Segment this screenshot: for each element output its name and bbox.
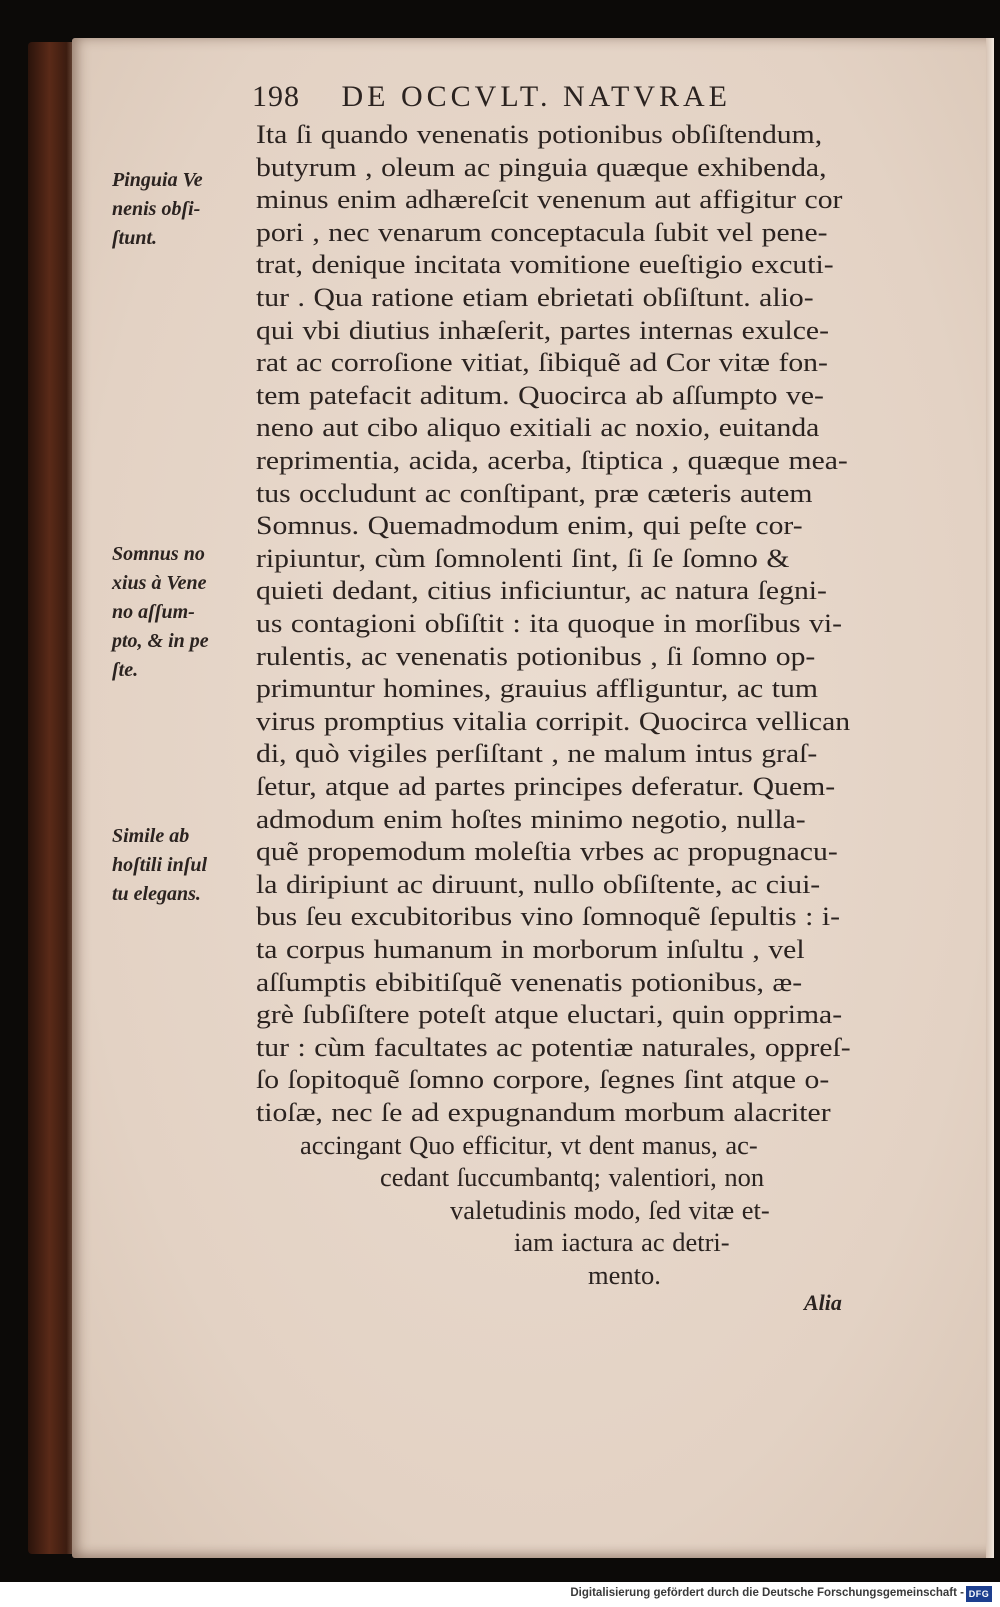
footer-bar	[0, 1582, 1000, 1607]
margin-note-line: Somnus no	[112, 543, 205, 565]
text-line: ta corpus humanum in morborum inſultu , vel	[256, 934, 805, 964]
text-line: reprimentia, acida, acerba, ſtiptica , quæque mea-	[256, 445, 848, 475]
text-line: valetudinis modo, ſed vitæ et-	[450, 1194, 770, 1225]
text-line: qui vbi diutius inhæſerit, partes internas exulce-	[256, 314, 830, 345]
text-line: admodum enim hoſtes minimo negotio, nulla-	[256, 803, 806, 834]
margin-note-line: xius à Vene	[112, 572, 207, 594]
text-line: tur : cùm facultates ac potentiæ naturales, oppreſ-	[256, 1031, 851, 1062]
margin-note-somnus	[112, 540, 257, 685]
text-line: mento.	[588, 1260, 661, 1290]
text-line: grè ſubſiſtere poteſt atque eluctari, quin opprima-	[256, 999, 843, 1030]
margin-note-line: ſte.	[112, 659, 139, 681]
text-line: minus enim adhæreſcit venenum aut affigitur cor	[256, 184, 843, 215]
page-header	[252, 80, 872, 120]
text-line: primuntur homines, grauius affliguntur, ac tum	[256, 673, 818, 704]
catchword: Alia	[804, 1290, 842, 1315]
page-edge	[986, 38, 994, 1558]
margin-note-pinguia	[112, 166, 257, 253]
text-line: butyrum , oleum ac pinguia quæque exhibenda,	[256, 151, 827, 182]
running-head: DE OCCVLT. NATVRAE	[341, 80, 732, 113]
text-line: ſo ſopitoquẽ ſomno corpore, ſegnes ſint atque o-	[256, 1064, 830, 1095]
text-line: Somnus. Quemadmodum enim, qui peſte cor-	[256, 510, 803, 541]
text-line: neno aut cibo aliquo exitiali ac noxio, euitanda	[256, 412, 820, 443]
dfg-logo: DFG	[966, 1586, 992, 1602]
margin-note-line: no aſſum-	[112, 601, 195, 623]
margin-note-line: nenis obſi-	[112, 198, 201, 220]
text-line: ripiuntur, cùm ſomnolenti ſint, ſi ſe ſomno &	[256, 542, 790, 573]
text-line: Ita ſi quando venenatis potionibus obſiſtendum,	[256, 119, 823, 149]
margin-note-line: ſtunt.	[112, 227, 158, 249]
margin-note-line: Pinguia Ve	[112, 169, 203, 191]
text-line: quẽ propemodum moleſtia vrbes ac propugnacu-	[256, 836, 838, 867]
text-line: di, quò vigiles perſiſtant , ne malum intus graſ-	[256, 738, 818, 769]
book-binding-edge	[28, 42, 76, 1554]
text-line: tioſæ, nec ſe ad expugnandum morbum alacriter	[256, 1097, 831, 1127]
text-line: rulentis, ac venenatis potionibus , ſi ſomno op-	[256, 640, 816, 671]
text-line: rat ac corroſione vitiat, ſibiquẽ ad Cor vitæ fon-	[256, 347, 828, 378]
margin-note-line: pto, & in pe	[112, 630, 209, 652]
text-line: cedant ſuccumbantq; valentiori, non	[380, 1162, 765, 1193]
text-line: aſſumptis ebibitiſquẽ venenatis potionibus, æ-	[256, 966, 803, 997]
margin-note-line: Simile ab	[112, 825, 190, 847]
margin-note-line: tu elegans.	[112, 883, 201, 905]
text-line: quieti dedant, citius inficiuntur, ac natura ſegni-	[256, 575, 827, 606]
margin-note-line: hoſtili inſul	[112, 854, 208, 876]
text-line: la diripiunt ac diruunt, nullo obſiſtente, ac ciui-	[256, 868, 821, 899]
text-line: tus occludunt ac conſtipant, præ cæteris autem	[256, 477, 813, 508]
page-number: 198	[252, 80, 300, 113]
text-line: iam iactura ac detri-	[514, 1227, 730, 1258]
text-line: tur . Qua ratione etiam ebrietati obſiſtunt. alio-	[256, 282, 814, 312]
text-line: ſetur, atque ad partes principes deferatur. Quem-	[256, 771, 836, 801]
text-line: tem patefacit aditum. Quocirca ab aſſumpto ve-	[256, 379, 824, 410]
text-line: pori , nec venarum conceptacula ſubit vel pene-	[256, 216, 828, 247]
text-line: trat, denique incitata vomitione eueſtigio excuti-	[256, 249, 834, 280]
text-line: bus ſeu excubitoribus vino ſomnoquẽ ſepultis : i-	[256, 901, 841, 932]
margin-note-simile	[112, 822, 257, 909]
text-line: us contagioni obſiſtit : ita quoque in morſibus vi-	[256, 608, 843, 638]
footer-credit: Digitalisierung gefördert durch die Deutsche Forschungsgemeinschaft -	[570, 1587, 964, 1599]
text-line: virus promptius vitalia corripit. Quocirca vellican	[256, 705, 851, 736]
text-line: accingant Quo efficitur, vt dent manus, ac-	[300, 1129, 758, 1160]
